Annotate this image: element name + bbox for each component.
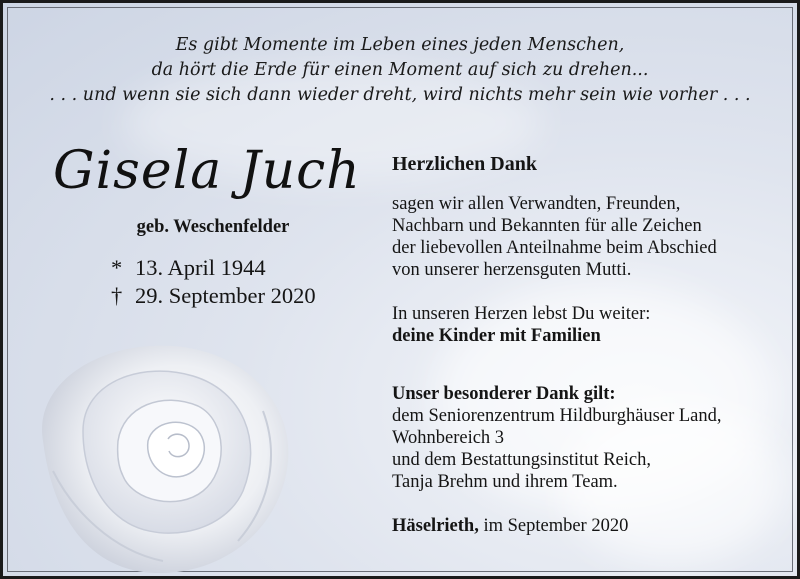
thanks-line: Nachbarn und Bekannten für alle Zeichen (392, 216, 702, 236)
special-thanks-line: Tanja Brehm und ihrem Team. (392, 472, 618, 492)
deceased-name: Gisela Juch (53, 141, 361, 201)
thanks-heading: Herzlichen Dank (392, 153, 537, 175)
special-thanks-heading: Unser besonderer Dank gilt: (392, 384, 616, 404)
place: Häselrieth, (392, 516, 479, 536)
birth-date-row (111, 255, 266, 281)
special-thanks-line: und dem Bestattungsinstitut Reich, (392, 450, 651, 470)
white-rose-image (23, 321, 303, 576)
special-thanks-line: Wohnbereich 3 (392, 428, 505, 448)
birth-symbol: * (111, 255, 123, 280)
opening-quote (3, 33, 797, 108)
thanks-line: von unserer herzensguten Mutti. (392, 260, 632, 280)
date: im September 2020 (483, 516, 629, 536)
death-date: 29. September 2020 (135, 283, 316, 308)
closing-line: In unseren Herzen lebst Du weiter: (392, 304, 651, 324)
birth-name: geb. Weschenfelder (136, 217, 290, 237)
quote-line: . . . und wenn sie sich dann wieder dreht, wird nichts mehr sein wie vorher . . . (49, 85, 751, 105)
thanks-line: der liebevollen Anteilnahme beim Abschied (392, 238, 717, 258)
special-thanks-line: dem Seniorenzentrum Hildburghäuser Land, (392, 406, 722, 426)
quote-line: Es gibt Momente im Leben eines jeden Menschen, (175, 35, 625, 55)
special-thanks-list (392, 405, 722, 493)
death-symbol: † (111, 283, 123, 308)
death-date-row (111, 283, 316, 309)
birth-date: 13. April 1944 (135, 255, 266, 280)
thanks-line: sagen wir allen Verwandten, Freunden, (392, 194, 681, 214)
thanks-text (392, 193, 717, 281)
family-signature: deine Kinder mit Familien (392, 326, 601, 346)
place-date (392, 515, 628, 537)
quote-line: da hört die Erde für einen Moment auf sich zu drehen... (151, 60, 649, 80)
